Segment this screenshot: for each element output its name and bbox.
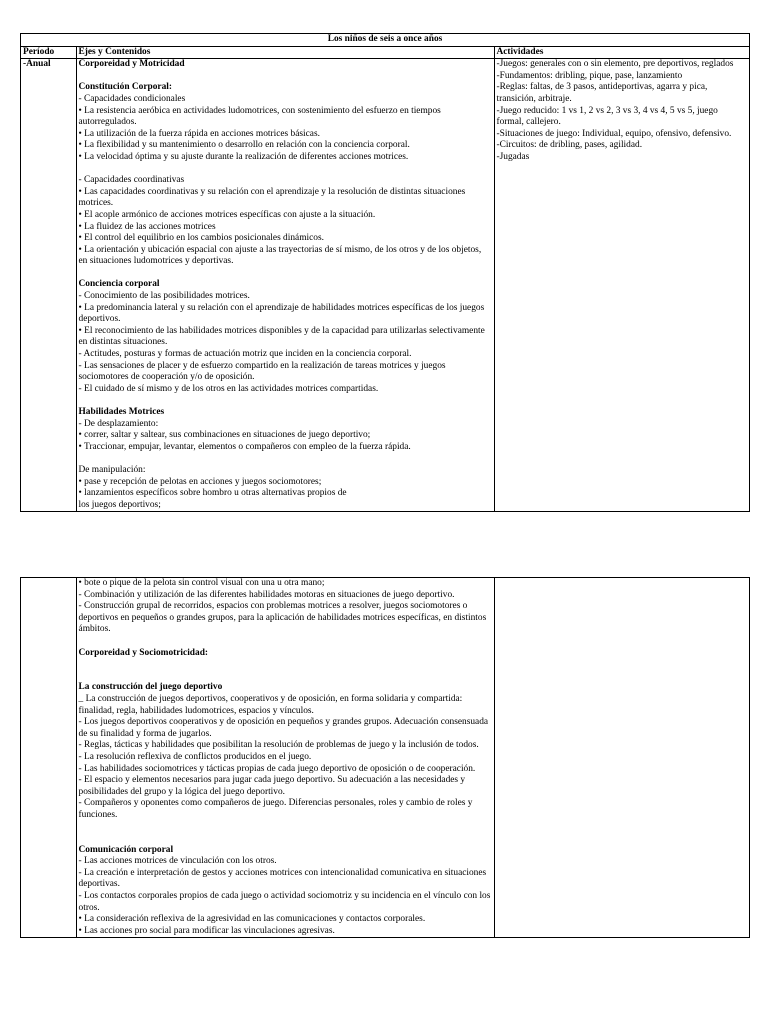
content-line: • El reconocimiento de las habilidades motrices disponibles y de la capacidad para utilizarlas selectivamente en distintas situaciones.	[78, 325, 488, 348]
content-line: • La resistencia aeróbica en actividades ludomotrices, con sostenimiento del esfuerzo en tiempos autorregulados.	[78, 105, 444, 128]
content-line: • pase y recepción de pelotas en acciones y juegos sociomotores;	[78, 476, 322, 487]
section-heading: La construcción del juego deportivo	[78, 682, 223, 693]
blank-line	[79, 671, 492, 683]
blank-line	[79, 453, 492, 465]
content-line: - Los contactos corporales propios de cada juego o actividad sociomotriz y su incidencia en el vínculo con los otros.	[78, 891, 493, 913]
content-line: • correr, saltar y saltear, sus combinaciones en situaciones de juego deportivo;	[78, 430, 371, 441]
ejes-cell-1	[76, 59, 494, 512]
section-heading: Constitución Corporal:	[78, 82, 173, 93]
content-line: -Juegos: generales con o sin elemento, pre deportivos, reglados	[496, 59, 734, 70]
content-line: - Los juegos deportivos cooperativos y de oposición en pequeños y grandes grupos. Adecuación consensuada de su finalidad y forma de jugarlos.	[78, 717, 491, 739]
blank-line	[79, 821, 492, 833]
content-line: De manipulación:	[78, 464, 146, 475]
content-line: • La flexibilidad y su mantenimiento o desarrollo en relación con la conciencia corporal.	[78, 140, 410, 151]
content-line: - Las acciones motrices de vinculación con los otros.	[78, 856, 277, 867]
content-table-1	[20, 33, 750, 512]
content-line: _ La construcción de juegos deportivos, cooperativos y de oposición, en forma solidaria y compartida: finalidad, regla, habilidades ludomotrices, espacios y vínculos.	[78, 693, 465, 716]
actividades-cell-empty	[494, 578, 749, 938]
content-line: • lanzamientos específicos sobre hombro u otras alternativas propios de	[78, 488, 347, 499]
content-line: - Capacidades condicionales	[78, 93, 186, 104]
content-line: • bote o pique de la pelota sin control visual con una u otra mano;	[78, 578, 325, 588]
blank-line	[79, 395, 492, 407]
content-line: - Las sensaciones de placer y de esfuerzo compartido en la realización de tareas motrices y juegos sociomotores de cooperación y/o de oposición.	[78, 360, 448, 383]
header-periodo: Período	[21, 46, 77, 59]
ejes-cell-2	[76, 578, 494, 938]
blank-line	[79, 636, 492, 648]
section-heading: Corporeidad y Sociomotricidad:	[78, 647, 209, 658]
content-line: -Situaciones de juego: Individual, equipo, ofensivo, defensivo.	[496, 128, 732, 139]
content-line: -Jugadas	[496, 151, 530, 162]
content-line: • La orientación y ubicación espacial con ajuste a las trayectorias de sí mismo, de los otros y de los objetos, en situaciones ludomotrices y deportivas.	[78, 244, 484, 267]
content-line: -Juego reducido: 1 vs 1, 2 vs 2, 3 vs 3, 4 vs 4, 5 vs 5, juego formal, callejero.	[496, 105, 721, 128]
content-line: - Las habilidades sociomotrices y tácticas propias de cada juego deportivo de oposición o de cooperación.	[78, 763, 476, 774]
section-heading: Habilidades Motrices	[78, 407, 165, 417]
content-line: - Conocimiento de las posibilidades motrices.	[78, 291, 250, 302]
content-line: - Combinación y utilización de las diferentes habilidades motoras en situaciones de juego deportivo.	[78, 589, 455, 600]
content-line: • La predominancia lateral y su relación con el aprendizaje de habilidades motrices específicas de los juegos deportivos.	[78, 302, 487, 325]
content-line: -Fundamentos: dribling, pique, pase, lanzamiento	[496, 70, 683, 81]
section-heading: Comunicación corporal	[78, 844, 174, 855]
content-line: • El control del equilibrio en los cambios posicionales dinámicos.	[78, 233, 324, 244]
content-line: - El cuidado de sí mismo y de los otros en las actividades motrices compartidas.	[78, 383, 379, 394]
section-heading: Corporeidad y Motricidad	[78, 59, 185, 70]
content-line: - Capacidades coordinativas	[78, 175, 185, 186]
content-line: -Reglas: faltas, de 3 pasos, antideportivas, agarra y pica, transición, arbitraje.	[496, 82, 710, 104]
content-line: -Circuitos: de dribling, pases, agilidad.	[496, 140, 643, 151]
section-heading: Conciencia corporal	[78, 279, 160, 290]
page-1	[20, 33, 750, 512]
content-line: - El espacio y elementos necesarios para jugar cada juego deportivo. Su adecuación a las necesidades y posibilidades del grupo y la lógica del juego deportivo.	[78, 775, 468, 797]
periodo-cell: -Anual	[21, 59, 77, 512]
content-line: • La velocidad óptima y su ajuste durante la realización de diferentes acciones motrices.	[78, 151, 409, 162]
content-line: • Las capacidades coordinativas y su relación con el aprendizaje y la resolución de distintas situaciones motrices.	[78, 186, 468, 209]
content-line: • La utilización de la fuerza rápida en acciones motrices básicas.	[78, 128, 320, 139]
actividades-cell	[494, 59, 750, 512]
content-line: - La resolución reflexiva de conflictos producidos en el juego.	[78, 751, 312, 762]
content-line: - Construcción grupal de recorridos, espacios con problemas motrices a resolver, juegos sociomotores o deportivos en pequeños o grandes grupos, para la aplicación de habilidades motrices específicas, en distintos ámbitos.	[78, 601, 489, 635]
blank-line	[79, 659, 492, 671]
content-line: • El acople armónico de acciones motrices específicas con ajuste a la situación.	[78, 209, 376, 220]
page-2	[20, 577, 750, 938]
content-line: - Compañeros y oponentes como compañeros de juego. Diferencias personales, roles y cambio de roles y funciones.	[78, 798, 475, 820]
content-line: - Reglas, tácticas y habilidades que posibilitan la resolución de problemas de juego y la inclusión de todos.	[78, 740, 479, 751]
content-table-2	[20, 577, 750, 938]
content-line: los juegos deportivos;	[78, 499, 161, 510]
table-title: Los niños de seis a once años	[21, 34, 750, 47]
periodo-cell-empty	[21, 578, 77, 938]
content-line: • La fluidez de las acciones motrices	[78, 221, 216, 232]
blank-line	[79, 268, 492, 280]
blank-line	[79, 71, 492, 83]
content-line: • Las acciones pro social para modificar las vinculaciones agresivas.	[78, 925, 335, 936]
content-line: - La creación e interpretación de gestos y acciones motrices con intencionalidad comunicativa en situaciones deportivas.	[78, 867, 489, 890]
header-actividades: Actividades	[494, 46, 750, 59]
content-line: • Traccionar, empujar, levantar, elementos o compañeros con empleo de la fuerza rápida.	[78, 441, 411, 452]
header-ejes: Ejes y Contenidos	[76, 46, 494, 59]
content-line: • La consideración reflexiva de la agresividad en las comunicaciones y contactos corporales.	[78, 914, 426, 925]
blank-line	[79, 833, 492, 845]
blank-line	[79, 164, 492, 176]
content-line: - Actitudes, posturas y formas de actuación motriz que inciden en la conciencia corporal.	[78, 349, 412, 360]
content-line: - De desplazamiento:	[78, 418, 159, 429]
